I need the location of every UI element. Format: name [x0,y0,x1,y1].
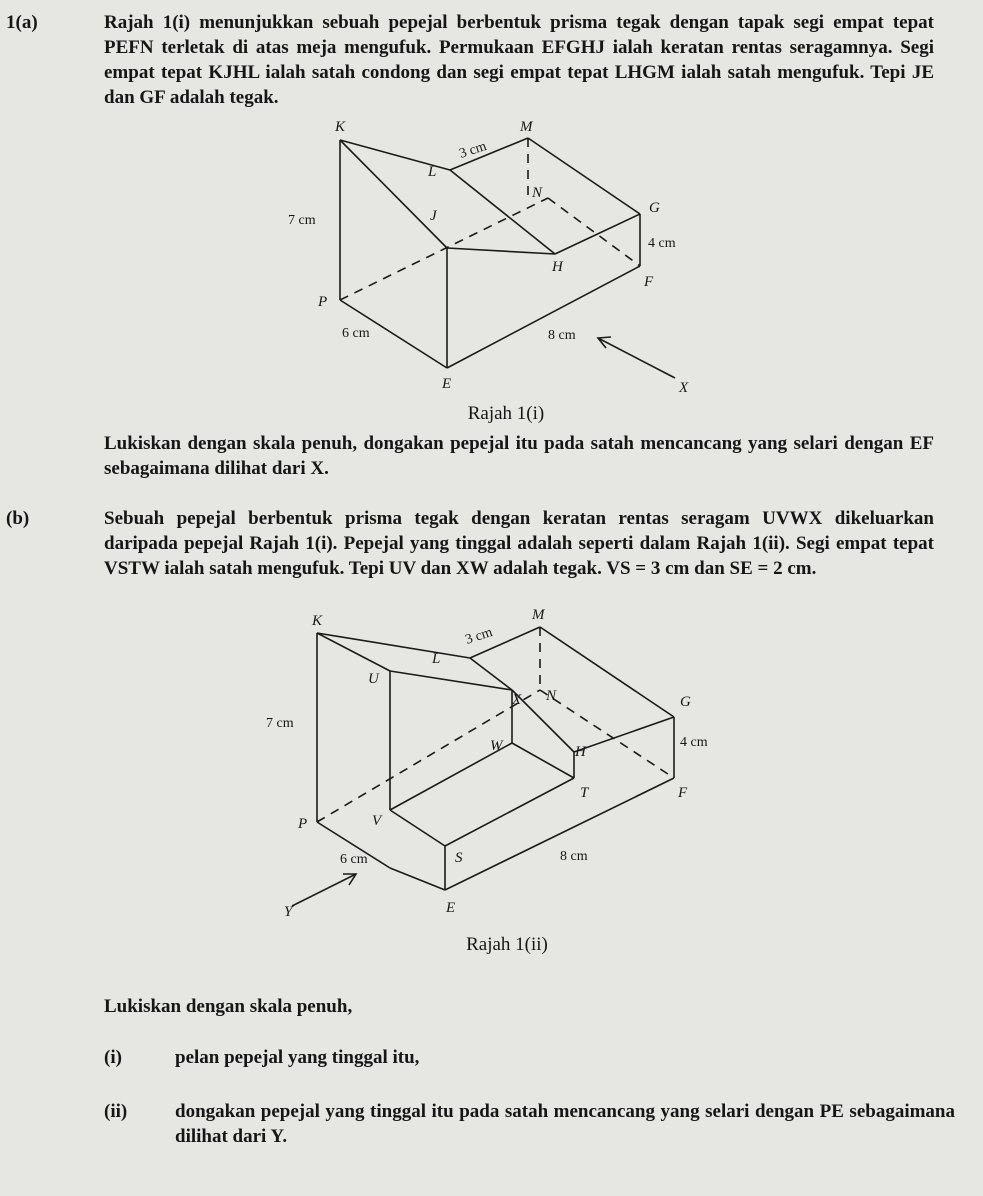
label-K: K [312,613,323,629]
dim-3cm: 3 cm [457,139,489,162]
label-N: N [546,688,557,704]
label-X: X [679,380,689,396]
question-number-b: (b) [6,508,30,529]
label-K: K [335,119,346,135]
label-V: V [372,813,382,829]
caption-rajah-1ii: Rajah 1(ii) [466,934,548,955]
label-G: G [649,200,660,216]
dim-4cm: 4 cm [680,735,708,750]
dim-3cm: 3 cm [463,625,495,648]
label-M: M [520,119,533,135]
edge-PE-right [390,868,445,890]
dim-6cm: 6 cm [342,326,370,341]
item-number-ii: (ii) [104,1101,128,1122]
label-S: S [455,850,463,866]
label-E: E [446,900,456,916]
label-J: J [430,208,437,224]
caption-rajah-1i: Rajah 1(i) [467,403,545,424]
label-U: U [368,671,379,687]
item-text-i: pelan pepejal yang tinggal itu, [175,1047,420,1068]
label-F: F [644,274,654,290]
label-G: G [680,694,691,710]
edge-EF [445,778,674,890]
label-N: N [532,185,543,201]
label-E: E [442,376,452,392]
instruction-b: Lukiskan dengan skala penuh, [104,996,353,1017]
question-b-text: Sebuah pepejal berbentuk prisma tegak dengan keratan rentas seragam UVWX dikeluarkan daripada pepejal Rajah 1(i). Pepejal yang tinggal adalah seperti dalam Rajah 1(ii). Segi empat tepat VSTW ialah satah mengufuk. Tepi UV dan XW adalah tegak. VS = 3 cm dan SE = 2 cm. [104,508,934,579]
label-X: X [512,692,522,708]
label-H: H [552,259,563,275]
hidden-edge-PN [317,690,540,822]
dim-7cm: 7 cm [288,213,316,228]
label-F: F [678,785,688,801]
dim-6cm: 6 cm [340,852,368,867]
label-W: W [490,738,503,754]
edge-UX [390,671,512,690]
label-H: H [575,744,586,760]
question-a-text: Rajah 1(i) menunjukkan sebuah pepejal berbentuk prisma tegak dengan tapak segi empat tepat PEFN terletak di atas meja mengufuk. Permukaan EFGHJ ialah keratan rentas seragamnya. Segi empat tepat KJHL ialah satah condong dan segi empat tepat LHGM ialah satah mengufuk. Tepi JE dan GF adalah tegak. [104,12,934,108]
view-arrow-y [292,874,356,906]
edge-XH [512,690,574,752]
instruction-a: Lukiskan dengan skala penuh, dongakan pepejal itu pada satah mencancang yang selari dengan EF sebagaimana dilihat dari X. [104,433,934,479]
label-P: P [318,294,328,310]
edge-VS [390,810,445,846]
dim-7cm: 7 cm [266,716,294,731]
label-L: L [432,651,441,667]
label-Y: Y [284,904,293,920]
question-number-a: 1(a) [6,12,38,33]
edge-WT [512,743,574,778]
dim-8cm: 8 cm [548,328,576,343]
label-P: P [298,816,308,832]
dim-4cm: 4 cm [648,236,676,251]
label-L: L [428,164,437,180]
label-T: T [580,785,589,801]
item-number-i: (i) [104,1047,122,1068]
item-text-ii: dongakan pepejal yang tinggal itu pada satah mencancang yang selari dengan PE sebagaimana dilihat dari Y. [175,1101,955,1147]
dim-8cm: 8 cm [560,849,588,864]
edge-HG [574,717,674,752]
label-M: M [532,607,545,623]
